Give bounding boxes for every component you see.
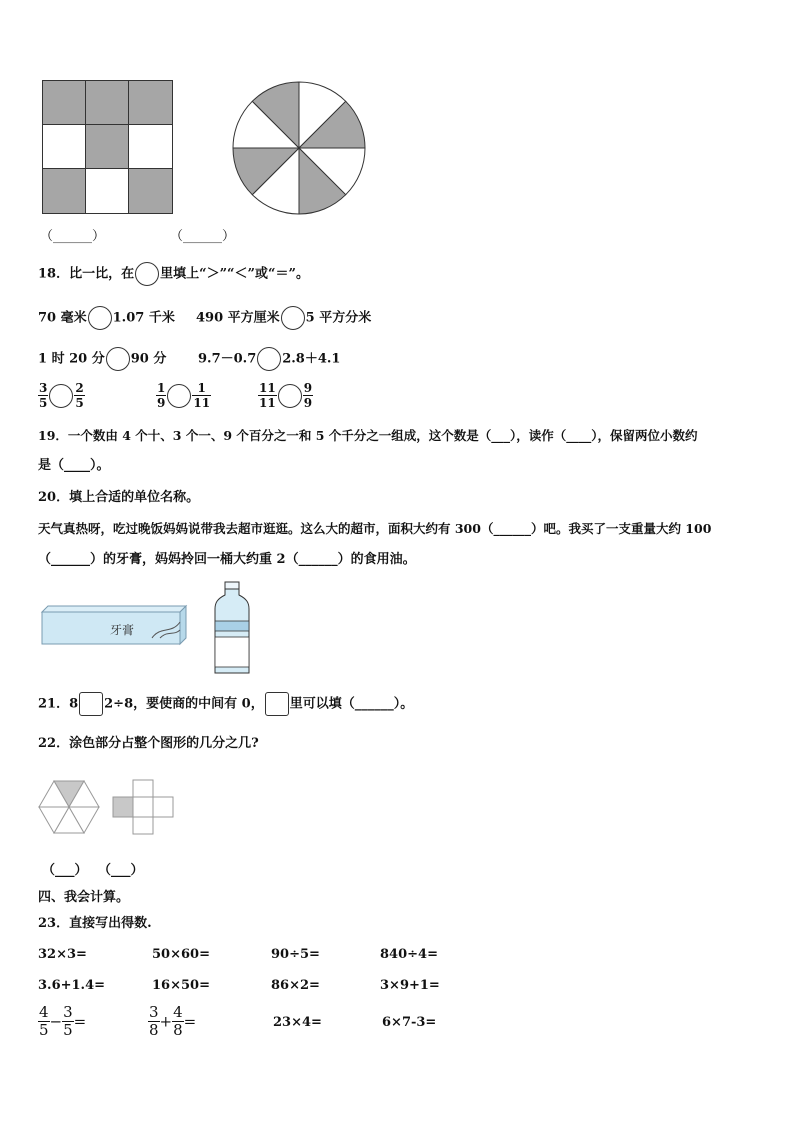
numerator: 9 bbox=[303, 381, 313, 395]
denominator: 11 bbox=[193, 396, 211, 410]
numerator: 1 bbox=[197, 381, 206, 395]
circle-figure bbox=[232, 81, 366, 219]
numerator: 3 bbox=[63, 1003, 73, 1021]
fraction bbox=[172, 1005, 184, 1038]
plus-sign: + bbox=[159, 1012, 173, 1031]
q18-r1a-left: 70 毫米 bbox=[38, 310, 87, 326]
circle-answer-blank[interactable]: （______） bbox=[170, 229, 236, 244]
fraction bbox=[303, 382, 313, 409]
q18-title bbox=[38, 262, 309, 286]
q23-r1c1: 32×3= bbox=[38, 947, 87, 962]
q18-r1a-right: 1.07 千米 bbox=[112, 310, 175, 326]
denominator: 9 bbox=[157, 396, 166, 410]
denominator: 5 bbox=[39, 1021, 49, 1039]
q23-r2c4: 3×9+1= bbox=[380, 978, 440, 993]
q18-frac3 bbox=[258, 382, 313, 409]
q20-line1: 天气真热呀，吃过晚饭妈妈说带我去超市逛逛。这么大的超市，面积大约有 300（______）吧。我买了一支重量大约 100 bbox=[38, 521, 712, 536]
q18-r2a-right: 90 分 bbox=[130, 351, 167, 367]
q23-r3c4: 6×7-3= bbox=[382, 1015, 437, 1030]
q18-f1-circle[interactable] bbox=[49, 384, 73, 408]
equals-sign: = bbox=[73, 1012, 87, 1031]
q20-title: 20．填上合适的单位名称。 bbox=[38, 490, 200, 505]
minus-sign: − bbox=[49, 1012, 63, 1031]
q18-r1b-circle[interactable] bbox=[281, 306, 305, 330]
q23-r1c2: 50×60= bbox=[152, 947, 210, 962]
numerator: 3 bbox=[39, 381, 48, 395]
q22-blank-1[interactable]: （___） bbox=[42, 863, 88, 878]
grid-answer-blank[interactable]: （______） bbox=[40, 229, 106, 244]
q18-r2b-right: 2.8＋4.1 bbox=[282, 351, 341, 367]
q18-f3-circle[interactable] bbox=[278, 384, 302, 408]
denominator: 5 bbox=[75, 396, 84, 410]
equals-sign: = bbox=[183, 1012, 197, 1031]
grid-figure bbox=[42, 80, 174, 218]
section4-title: 四、我会计算。 bbox=[38, 890, 130, 905]
q18-row2a bbox=[38, 347, 166, 371]
numerator: 1 bbox=[157, 381, 166, 395]
numerator: 4 bbox=[173, 1003, 183, 1021]
q21-prefix: 21．8 bbox=[38, 696, 79, 712]
denominator: 5 bbox=[63, 1021, 73, 1039]
q18-r1a-circle[interactable] bbox=[88, 306, 112, 330]
q22-blank-2[interactable]: （___） bbox=[98, 863, 144, 878]
denominator: 9 bbox=[303, 396, 313, 410]
q20-line2: （______）的牙膏，妈妈拎回一桶大约重 2（______）的食用油。 bbox=[38, 552, 416, 567]
q18-row1b bbox=[196, 306, 371, 330]
denominator: 8 bbox=[149, 1021, 159, 1039]
q18-f2-circle[interactable] bbox=[167, 384, 191, 408]
q18-r1b-right: 5 平方分米 bbox=[305, 310, 372, 326]
q21-box-1[interactable] bbox=[79, 692, 103, 716]
q18-title-text: 18．比一比，在 bbox=[38, 266, 135, 282]
q23-r3c1 bbox=[38, 1005, 86, 1038]
fraction bbox=[148, 1005, 160, 1038]
numerator: 3 bbox=[149, 1003, 159, 1021]
fraction bbox=[192, 382, 211, 409]
toothpaste-label: 牙膏 bbox=[110, 623, 135, 637]
fraction bbox=[38, 1005, 50, 1038]
q23-r2c1: 3.6+1.4= bbox=[38, 978, 106, 993]
hexagon-figure bbox=[38, 779, 100, 839]
numerator: 11 bbox=[259, 381, 276, 395]
fraction bbox=[156, 382, 166, 409]
q22-title: 22．涂色部分占整个图形的几分之几? bbox=[38, 736, 259, 751]
q18-row1a bbox=[38, 306, 175, 330]
q18-frac1 bbox=[38, 382, 85, 409]
fraction bbox=[258, 382, 277, 409]
q18-sample-circle bbox=[135, 262, 159, 286]
denominator: 8 bbox=[173, 1021, 183, 1039]
q18-title-after: 里填上“＞”“＜”或“＝”。 bbox=[160, 266, 309, 282]
q21-mid: 2÷8，要使商的中间有 0， bbox=[104, 696, 264, 712]
q23-title: 23．直接写出得数. bbox=[38, 916, 152, 931]
cube-net-figure bbox=[112, 779, 174, 839]
q23-r3c3: 23×4= bbox=[273, 1015, 322, 1030]
numerator: 4 bbox=[39, 1003, 49, 1021]
fraction bbox=[38, 382, 48, 409]
q23-r1c4: 840÷4= bbox=[380, 947, 438, 962]
q21-box-2 bbox=[265, 692, 289, 716]
fraction bbox=[62, 1005, 74, 1038]
q18-r1b-left: 490 平方厘米 bbox=[196, 310, 280, 326]
q23-r1c3: 90÷5= bbox=[271, 947, 320, 962]
q19-line2: 是（____）。 bbox=[38, 458, 110, 473]
q23-r2c3: 86×2= bbox=[271, 978, 320, 993]
q18-frac2 bbox=[156, 382, 211, 409]
q23-r2c2: 16×50= bbox=[152, 978, 210, 993]
numerator: 2 bbox=[75, 381, 84, 395]
q18-row2b bbox=[198, 347, 340, 371]
denominator: 11 bbox=[259, 396, 276, 410]
q21-line bbox=[38, 692, 413, 716]
fraction bbox=[74, 382, 84, 409]
oil-bottle-image bbox=[212, 581, 252, 679]
q18-r2a-circle[interactable] bbox=[106, 347, 130, 371]
q23-r3c2 bbox=[148, 1005, 196, 1038]
q21-suffix: 里可以填（______）。 bbox=[289, 696, 414, 712]
denominator: 5 bbox=[39, 396, 48, 410]
q18-r2b-left: 9.7－0.7 bbox=[198, 351, 257, 367]
q19-line1: 19．一个数由 4 个十、3 个一、9 个百分之一和 5 个千分之一组成，这个数是（___），读作（____），保留两位小数约 bbox=[38, 428, 698, 443]
q18-r2a-left: 1 时 20 分 bbox=[38, 351, 105, 367]
q18-r2b-circle[interactable] bbox=[257, 347, 281, 371]
